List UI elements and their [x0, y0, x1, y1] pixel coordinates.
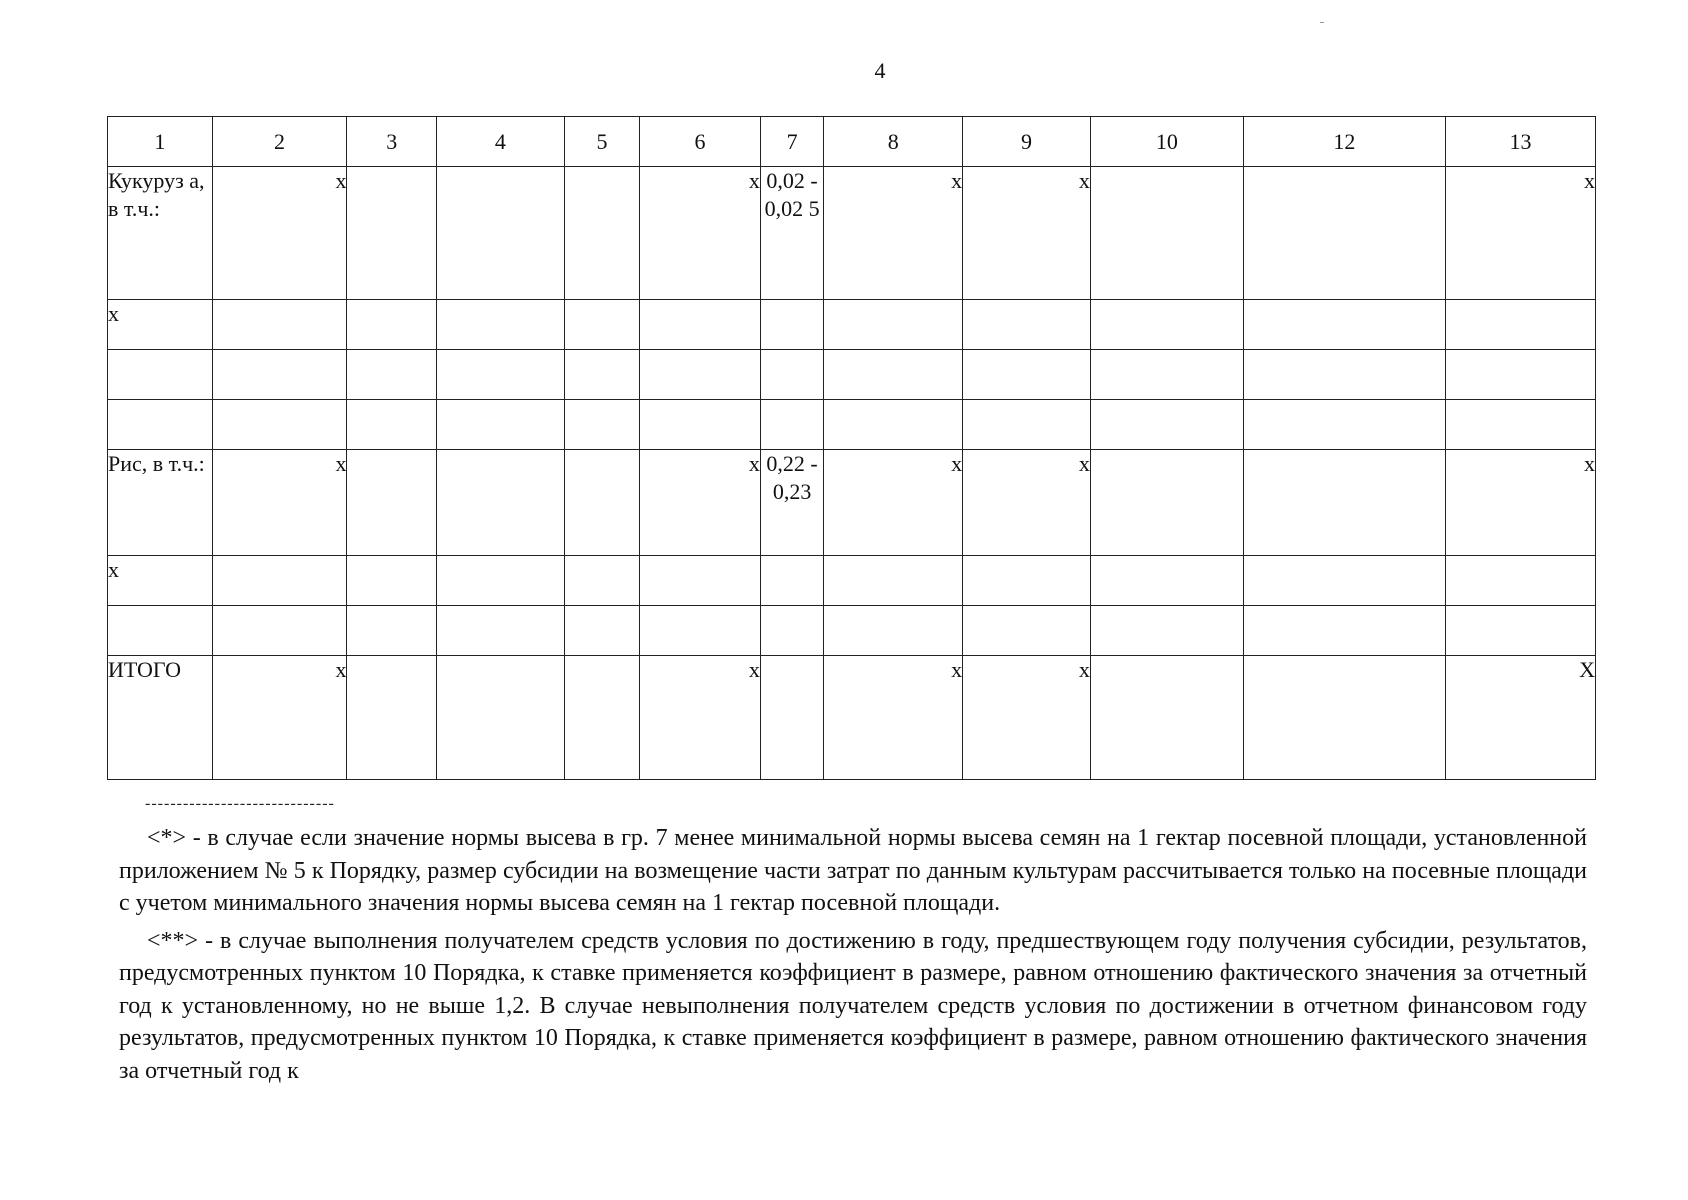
- table-cell: [347, 556, 437, 606]
- table-cell: [1090, 300, 1243, 350]
- cell-mark: x: [212, 167, 347, 300]
- table-row-rice: [108, 450, 1596, 556]
- table-cell: [1446, 556, 1596, 606]
- table-cell: [347, 300, 437, 350]
- table-cell: [963, 606, 1091, 656]
- header-cell: 7: [760, 117, 823, 167]
- header-cell: 12: [1243, 117, 1445, 167]
- table-cell: [824, 350, 963, 400]
- cell-mark: x: [640, 656, 761, 780]
- table-cell: [347, 400, 437, 450]
- cell-mark: x: [212, 450, 347, 556]
- cell-mark: x: [212, 656, 347, 780]
- cell-mark: x: [1446, 450, 1596, 556]
- table-cell: [212, 400, 347, 450]
- table-cell: [347, 656, 437, 780]
- table-cell: [760, 606, 823, 656]
- cell-mark: x: [824, 450, 963, 556]
- crop-label: Рис, в т.ч.:: [108, 450, 213, 556]
- table-cell: [824, 300, 963, 350]
- header-cell: 13: [1446, 117, 1596, 167]
- table-cell: [212, 606, 347, 656]
- table-cell: [564, 300, 639, 350]
- table-cell: [1090, 556, 1243, 606]
- cell-mark: x: [824, 656, 963, 780]
- cell-mark: x: [963, 450, 1091, 556]
- table-cell: [108, 400, 213, 450]
- table-cell: [212, 556, 347, 606]
- table-cell: [1090, 400, 1243, 450]
- table-cell: [963, 556, 1091, 606]
- table-cell: [564, 606, 639, 656]
- table-cell: [824, 606, 963, 656]
- table-cell: [436, 606, 564, 656]
- table-cell: [1243, 350, 1445, 400]
- table-cell: [824, 556, 963, 606]
- table-cell: [436, 656, 564, 780]
- table-cell: [1243, 556, 1445, 606]
- table-row-empty: [108, 350, 1596, 400]
- seeding-rate-range: 0,22 - 0,23: [760, 450, 823, 556]
- cell-mark: x: [824, 167, 963, 300]
- crop-label: Кукуруз а, в т.ч.:: [108, 167, 213, 300]
- table-cell: [640, 400, 761, 450]
- header-cell: 3: [347, 117, 437, 167]
- seeding-rate-range: 0,02 - 0,02 5: [760, 167, 823, 300]
- header-cell: 8: [824, 117, 963, 167]
- table-cell: [1446, 606, 1596, 656]
- total-label: ИТОГО: [108, 656, 213, 780]
- footnotes: [119, 796, 1587, 1092]
- table-cell: [760, 556, 823, 606]
- table-cell: [824, 400, 963, 450]
- header-cell: 10: [1090, 117, 1243, 167]
- footnote-double-asterisk: <**> - в случае выполнения получателем средств условия по достижению в году, предшествующем году получения субсидии, результатов, предусмотренных пунктом 10 Порядка, к ставке применяется коэффициент в размере, равном отношению фактического значения за отчетный год к установленному, но не выше 1,2. В случае невыполнения получателем средств условия по достижении в отчетном финансовом году результатов, предусмотренных пунктом 10 Порядка, к ставке применяется коэффициент в размере, равном отношению фактического значения за отчетный год к: [119, 927, 1587, 1084]
- table-cell: [436, 300, 564, 350]
- table-cell: [1243, 400, 1445, 450]
- table-cell: [436, 400, 564, 450]
- table-cell: [1243, 450, 1445, 556]
- subsidy-table: [107, 116, 1596, 780]
- table-cell: [564, 656, 639, 780]
- cell-mark: x: [640, 167, 761, 300]
- page-number: 4: [874, 58, 886, 83]
- table-cell: [564, 556, 639, 606]
- header-cell: 2: [212, 117, 347, 167]
- table-row-rice-subitem: [108, 556, 1596, 606]
- table-cell: [1090, 450, 1243, 556]
- table-cell: [1446, 400, 1596, 450]
- table-cell: [108, 606, 213, 656]
- table-cell: [564, 350, 639, 400]
- footnote-single-asterisk: <*> - в случае если значение нормы высева в гр. 7 менее минимальной нормы высева семян на 1 гектар посевной площади, установленной приложением № 5 к Порядку, размер субсидии на возмещение части затрат по данным культурам рассчитывается только на посевные площади с учетом минимального значения нормы высева семян на 1 гектар посевной площади.: [119, 825, 1587, 916]
- header-cell: 6: [640, 117, 761, 167]
- cell-mark: x: [1446, 167, 1596, 300]
- table-cell: [1243, 300, 1445, 350]
- header-cell: 9: [963, 117, 1091, 167]
- table-row-empty: [108, 606, 1596, 656]
- table-cell: [347, 167, 437, 300]
- table-cell: [564, 450, 639, 556]
- table-cell: [963, 300, 1091, 350]
- table-cell: [1090, 656, 1243, 780]
- table-cell: [564, 167, 639, 300]
- table-row-total: [108, 656, 1596, 780]
- table-cell: [212, 300, 347, 350]
- table-cell: [963, 350, 1091, 400]
- table-cell: [640, 350, 761, 400]
- subitem-label: х: [108, 300, 213, 350]
- table-cell: [760, 300, 823, 350]
- header-cell: 1: [108, 117, 213, 167]
- table-cell: [640, 556, 761, 606]
- table-cell: [212, 350, 347, 400]
- table-cell: [347, 450, 437, 556]
- cell-mark: x: [640, 450, 761, 556]
- cell-mark: x: [963, 167, 1091, 300]
- table-cell: [436, 350, 564, 400]
- table-cell: [640, 606, 761, 656]
- table-cell: [1090, 167, 1243, 300]
- table-row-empty: [108, 400, 1596, 450]
- header-cell: 5: [564, 117, 639, 167]
- table-cell: [347, 350, 437, 400]
- table-cell: [108, 350, 213, 400]
- table-cell: [1446, 350, 1596, 400]
- table-cell: [1243, 167, 1445, 300]
- table-cell: [1243, 656, 1445, 780]
- footnote-separator: ------------------------------: [145, 795, 335, 812]
- table-cell: [436, 450, 564, 556]
- table-cell: [347, 606, 437, 656]
- table-header-row: [108, 117, 1596, 167]
- table-cell: [564, 400, 639, 450]
- table-row-corn: [108, 167, 1596, 300]
- table-cell: [760, 400, 823, 450]
- scan-mark: [1320, 22, 1324, 23]
- table-cell: [1090, 350, 1243, 400]
- subitem-label: х: [108, 556, 213, 606]
- header-cell: 4: [436, 117, 564, 167]
- cell-mark: Х: [1446, 656, 1596, 780]
- table-cell: [640, 300, 761, 350]
- table-cell: [436, 556, 564, 606]
- cell-mark: x: [963, 656, 1091, 780]
- table-cell: [1243, 606, 1445, 656]
- table-row-corn-subitem: [108, 300, 1596, 350]
- table-cell: [436, 167, 564, 300]
- table-cell: [1446, 300, 1596, 350]
- table-cell: [1090, 606, 1243, 656]
- table-cell: [760, 656, 823, 780]
- table-cell: [760, 350, 823, 400]
- table-cell: [963, 400, 1091, 450]
